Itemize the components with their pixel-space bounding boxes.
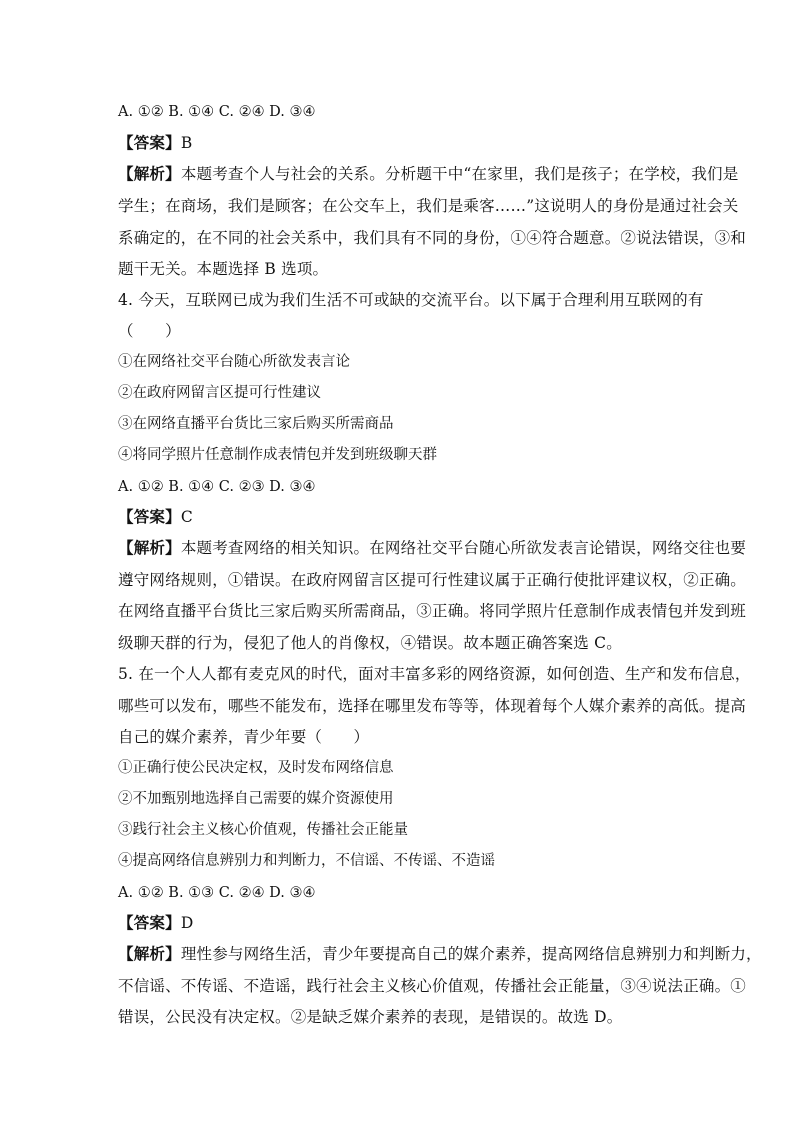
analysis-label: 【解析】 xyxy=(118,944,181,963)
q5-answer xyxy=(118,913,678,933)
q5-stem-line: 哪些可以发布，哪些不能发布，选择在哪里发布等等，体现着每个人媒介素养的高低。提高 xyxy=(118,697,747,715)
answer-value: D xyxy=(180,914,194,932)
q5-item: ②不加甄别地选择自己需要的媒介资源使用 xyxy=(118,791,394,807)
q3-options: A. ①② B. ①④ C. ②④ D. ③④ xyxy=(118,104,316,120)
q5-stem-line: 自己的媒介素养，青少年要（ ） xyxy=(118,728,370,746)
q4-answer xyxy=(118,507,678,527)
q4-stem-line: 4. 今天，互联网已成为我们生活不可或缺的交流平台。以下属于合理利用互联网的有 xyxy=(118,291,704,309)
q4-stem-line: （ ） xyxy=(118,322,181,340)
q5-item: ③践行社会主义核心价值观，传播社会正能量 xyxy=(118,822,408,838)
q5-analysis-line: 不信谣、不传谣、不造谣，践行社会主义核心价值观，传播社会正能量，③④说法正确。① xyxy=(118,977,747,995)
q5-item: ④提高网络信息辨别力和判断力，不信谣、不传谣、不造谣 xyxy=(118,853,495,869)
q3-answer xyxy=(118,133,678,153)
q4-analysis-line: 级聊天群的行为，侵犯了他人的肖像权，④错误。故本题正确答案选 C。 xyxy=(118,634,622,652)
q4-options: A. ①② B. ①④ C. ②③ D. ③④ xyxy=(118,479,316,495)
q4-item: ①在网络社交平台随心所欲发表言论 xyxy=(118,354,350,370)
answer-value: B xyxy=(180,134,193,152)
q5-stem-line: 5. 在一个人人都有麦克风的时代，面对丰富多彩的网络资源，如何创造、生产和发布信息， xyxy=(118,665,751,683)
q3-analysis-line: 题干无关。本题选择 B 选项。 xyxy=(118,260,329,278)
q5-item: ①正确行使公民决定权，及时发布网络信息 xyxy=(118,760,394,776)
analysis-label: 【解析】 xyxy=(118,538,181,557)
q5-options: A. ①② B. ①③ C. ②④ D. ③④ xyxy=(118,885,316,901)
answer-label: 【答案】 xyxy=(118,913,181,932)
q3-analysis-line: 系确定的，在不同的社会关系中，我们具有不同的身份，①④符合题意。②说法错误，③和 xyxy=(118,229,747,247)
q4-analysis-line: 在网络直播平台货比三家后购买所需商品，③正确。将同学照片任意制作成表情包并发到班 xyxy=(118,602,747,620)
answer-label: 【答案】 xyxy=(118,133,181,152)
q3-analysis-line: 学生；在商场，我们是顾客；在公交车上，我们是乘客……”这说明人的身份是通过社会关 xyxy=(118,197,739,215)
q5-analysis-line: 【解析】理性参与网络生活，青少年要提高自己的媒介素养，提高网络信息辨别力和判断力， xyxy=(118,944,762,963)
q4-item: ④将同学照片任意制作成表情包并发到班级聊天群 xyxy=(118,447,437,463)
q4-analysis-line: 【解析】本题考查网络的相关知识。在网络社交平台随心所欲发表言论错误，网络交往也要 xyxy=(118,538,747,557)
answer-value: C xyxy=(180,508,193,526)
q4-item: ②在政府网留言区提可行性建议 xyxy=(118,385,321,401)
q4-analysis-line: 遵守网络规则，①错误。在政府网留言区提可行性建议属于正确行使批评建议权，②正确。 xyxy=(118,571,747,589)
q4-item: ③在网络直播平台货比三家后购买所需商品 xyxy=(118,416,394,432)
q3-analysis-line: 【解析】本题考查个人与社会的关系。分析题干中“在家里，我们是孩子；在学校，我们是 xyxy=(118,164,739,183)
analysis-label: 【解析】 xyxy=(118,164,181,183)
q5-analysis-line: 错误，公民没有决定权。②是缺乏媒介素养的表现，是错误的。故选 D。 xyxy=(118,1008,623,1026)
answer-label: 【答案】 xyxy=(118,507,181,526)
